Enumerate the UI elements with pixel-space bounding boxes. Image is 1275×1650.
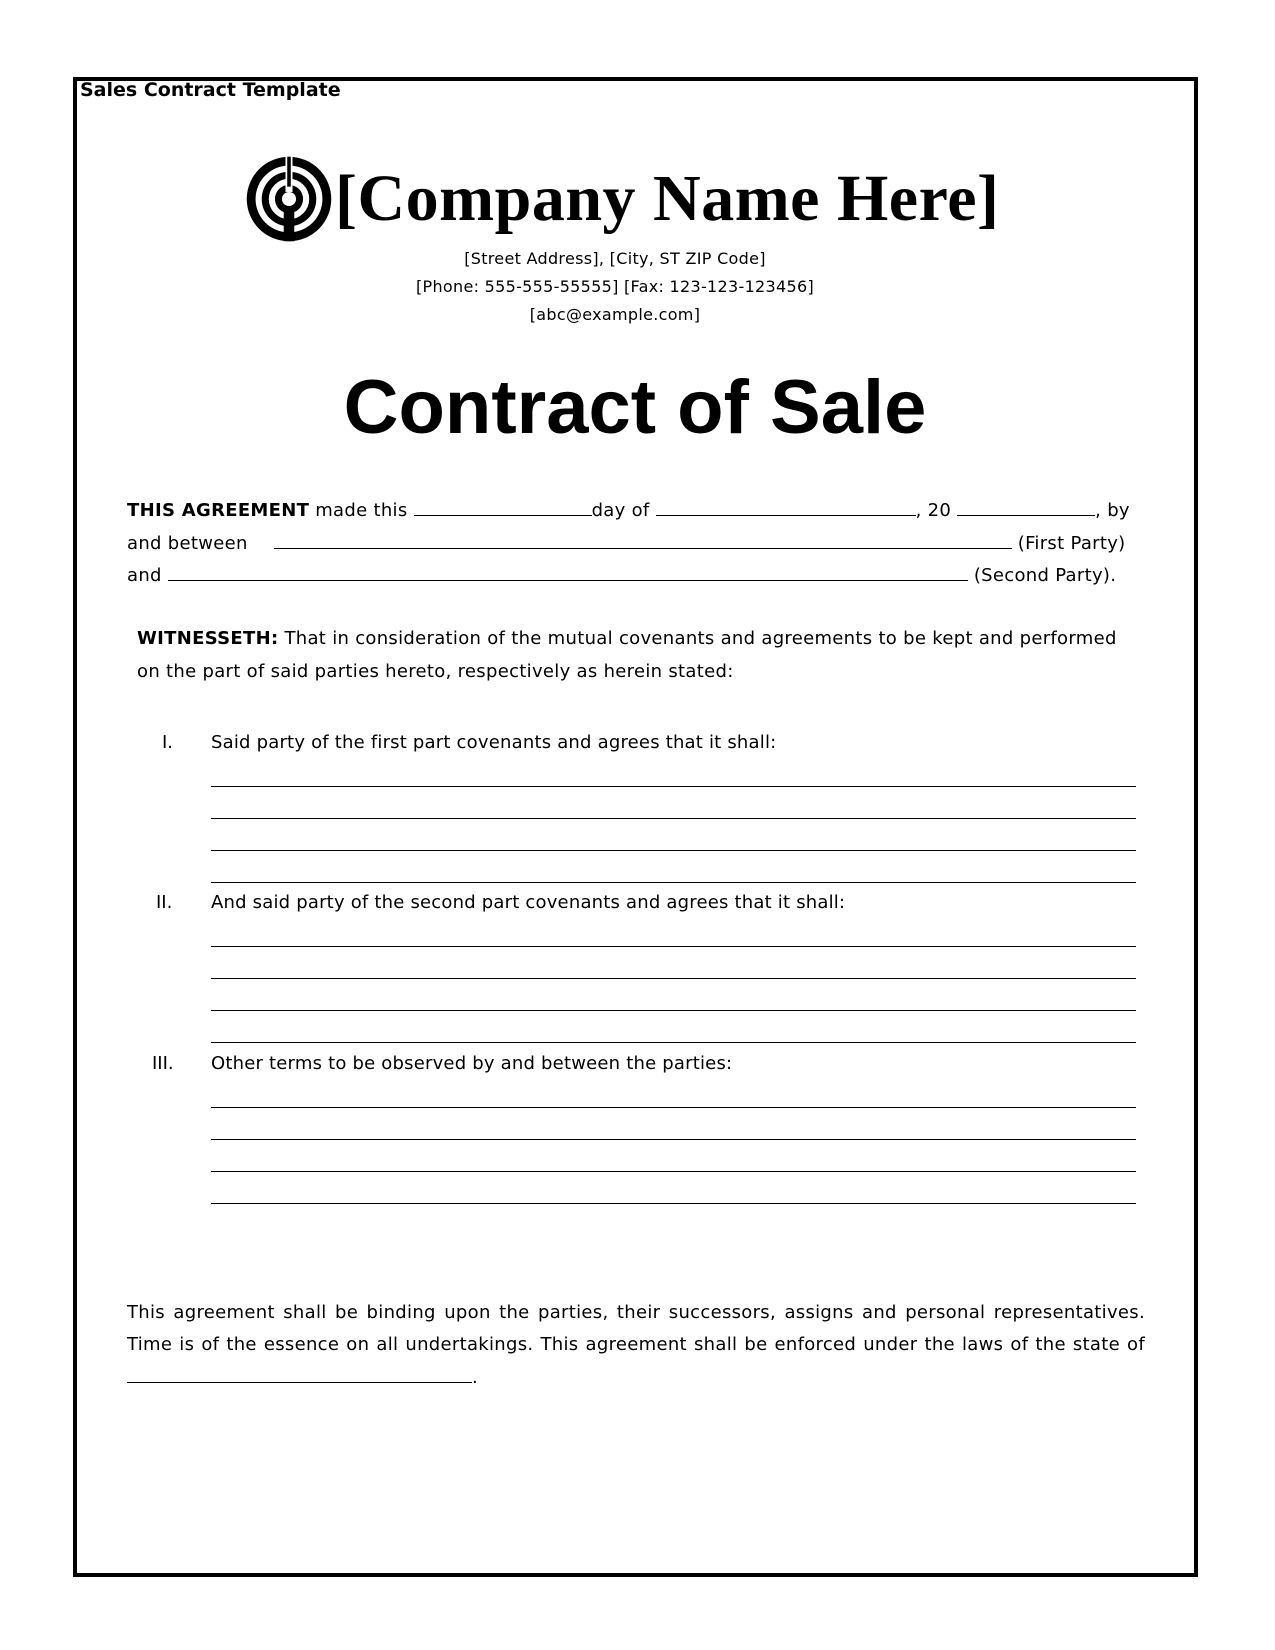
agreement-lead: THIS AGREEMENT [127, 500, 310, 521]
day-blank[interactable] [414, 499, 592, 516]
month-blank[interactable] [656, 499, 916, 516]
second-party-blank[interactable] [168, 564, 968, 581]
section-text: Other terms to be observed by and between the parties: [211, 1053, 733, 1074]
closing-line-2: Time is of the essence on all undertakings. This agreement shall be enforced under the laws of the state of [127, 1334, 1145, 1355]
witnesseth-line-2: on the part of said parties hereto, respectively as herein stated: [137, 661, 734, 682]
section-text: Said party of the first part covenants and agrees that it shall: [211, 732, 777, 753]
concentric-seal-logo-icon [245, 155, 333, 243]
blank-line[interactable] [211, 946, 1136, 947]
and-between-text: and between [127, 533, 248, 554]
year-blank[interactable] [957, 499, 1095, 516]
company-email: [abc@example.com] [529, 305, 701, 324]
company-phone-fax: [Phone: 555-555-55555] [Fax: 123-123-123456] [415, 277, 814, 296]
first-party-label: (First Party) [1017, 533, 1126, 554]
year-prefix-text: , 20 [915, 500, 958, 521]
blank-line[interactable] [211, 786, 1136, 787]
document-label: Sales Contract Template [80, 79, 341, 101]
agreement-line-2 [127, 532, 1126, 554]
blank-line[interactable] [211, 1107, 1136, 1108]
closing-line-1: This agreement shall be binding upon the parties, their successors, assigns and personal representatives. [127, 1302, 1145, 1323]
blank-line[interactable] [211, 1171, 1136, 1172]
first-party-blank[interactable] [274, 532, 1012, 549]
state-blank[interactable] [127, 1366, 472, 1383]
company-address: [Street Address], [City, ST ZIP Code] [464, 249, 766, 268]
section-number: II. [156, 892, 173, 913]
blank-line[interactable] [211, 1010, 1136, 1011]
made-this-text: made this [309, 500, 414, 521]
agreement-line-1 [127, 499, 1130, 521]
section-number: III. [152, 1053, 174, 1074]
contract-title: Contract of Sale [343, 365, 927, 450]
blank-line[interactable] [211, 1139, 1136, 1140]
closing-line-3 [127, 1366, 478, 1388]
blank-line[interactable] [211, 818, 1136, 819]
witnesseth-line-1 [137, 628, 1117, 649]
blank-line[interactable] [211, 1042, 1136, 1043]
closing-end: . [472, 1367, 479, 1388]
and-text: and [127, 565, 162, 586]
blank-line[interactable] [211, 978, 1136, 979]
section-number: I. [162, 732, 174, 753]
witnesseth-lead: WITNESSETH: [137, 628, 279, 649]
agreement-line-3 [127, 564, 1116, 586]
blank-line[interactable] [211, 882, 1136, 883]
day-of-text: day of [591, 500, 656, 521]
letterhead [245, 155, 999, 243]
by-text: , by [1095, 500, 1130, 521]
section-text: And said party of the second part covenants and agrees that it shall: [211, 892, 846, 913]
blank-line[interactable] [211, 850, 1136, 851]
company-name: [Company Name Here] [335, 162, 1000, 235]
second-party-label: (Second Party). [973, 565, 1117, 586]
witnesseth-text-1: That in consideration of the mutual covenants and agreements to be kept and performed [278, 628, 1117, 649]
blank-line[interactable] [211, 1203, 1136, 1204]
